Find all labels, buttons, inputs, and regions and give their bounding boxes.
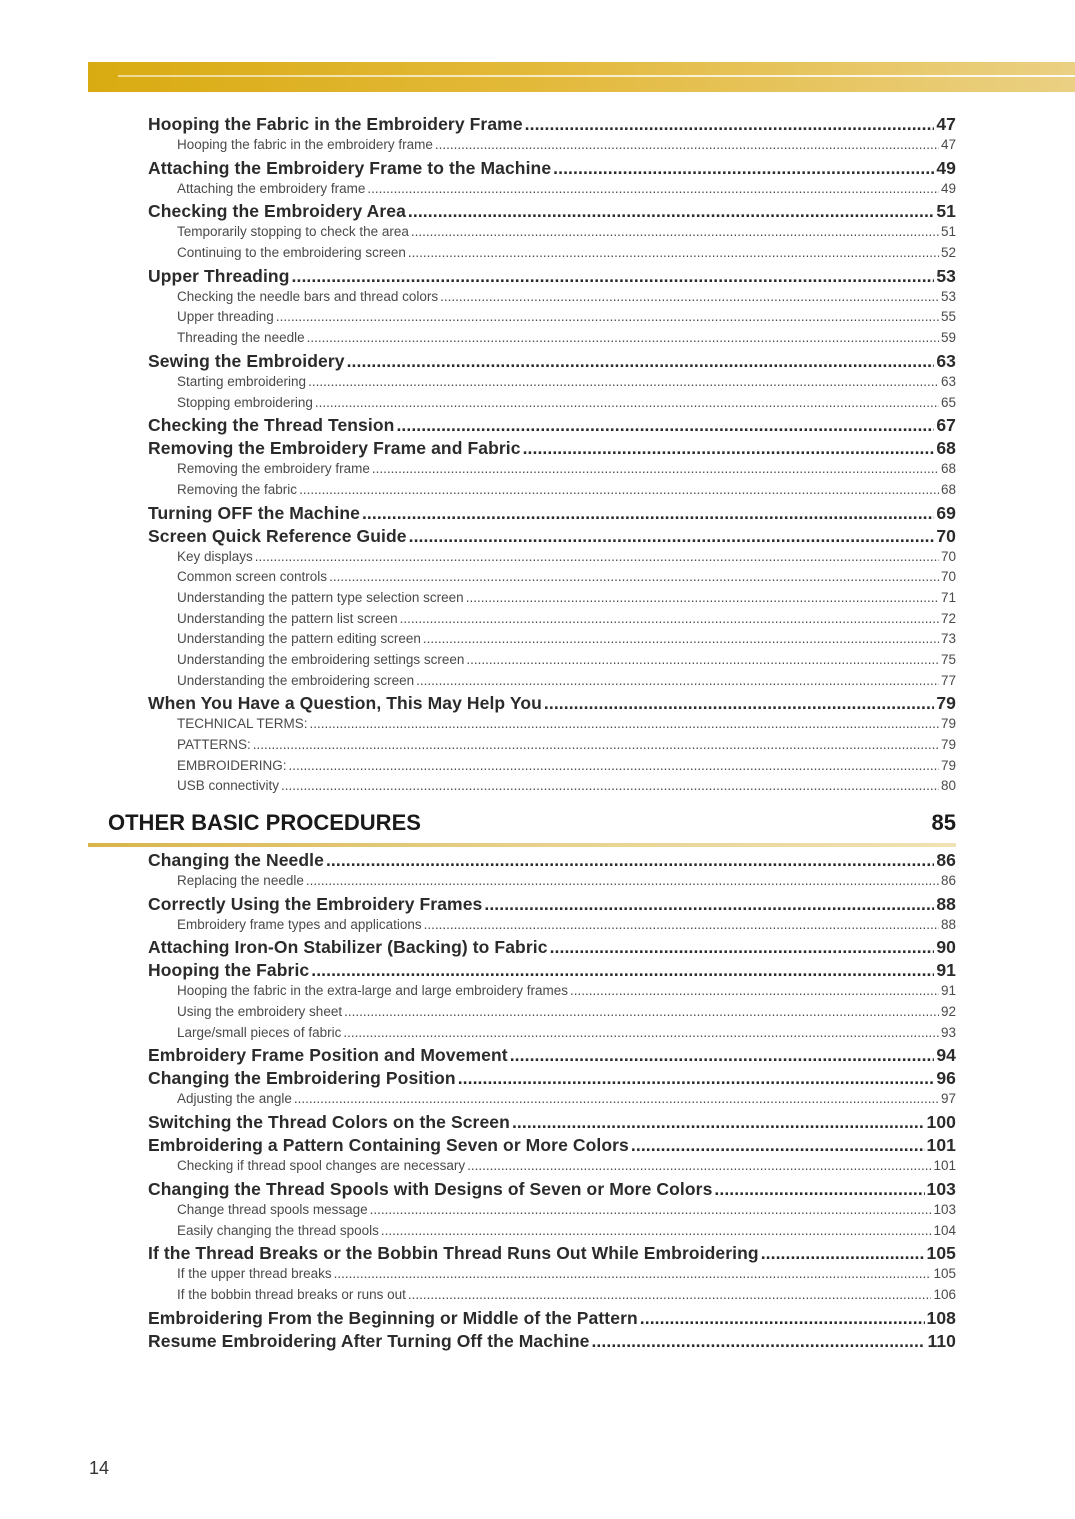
toc-subentry-page: 103 (933, 1201, 956, 1217)
toc-subentry[interactable] (148, 737, 956, 758)
leader-dots (484, 894, 934, 915)
toc-subentry-page: 93 (940, 1024, 956, 1040)
toc-entry-title: Switching the Thread Colors on the Screen (148, 1112, 510, 1133)
leader-dots (525, 114, 935, 135)
toc-entry[interactable] (148, 266, 956, 289)
toc-subentry-title: Understanding the pattern editing screen (177, 631, 421, 647)
toc-entry-page: 108 (926, 1307, 956, 1328)
toc-subentry-title: Large/small pieces of fabric (177, 1024, 342, 1040)
leader-dots (466, 652, 939, 667)
toc-entry-title: Turning OFF the Machine (148, 502, 360, 523)
leader-dots (281, 778, 939, 793)
leader-dots (408, 245, 939, 260)
leader-dots (440, 289, 939, 304)
toc-subentry[interactable] (148, 309, 956, 330)
toc-subentry[interactable] (148, 181, 956, 202)
leader-dots (381, 1223, 932, 1238)
toc-entry[interactable] (148, 438, 956, 461)
leader-dots (343, 1025, 939, 1040)
toc-entry-title: Changing the Embroidering Position (148, 1068, 456, 1089)
toc-entry[interactable] (148, 937, 956, 960)
toc-entry-title: Hooping the Fabric (148, 960, 310, 981)
toc-subentry-title: TECHNICAL TERMS: (177, 716, 308, 732)
toc-subentry-title: Using the embroidery sheet (177, 1004, 343, 1020)
toc-subentry-page: 91 (940, 983, 956, 999)
toc-entry[interactable] (148, 114, 956, 137)
toc-entry-page: 91 (936, 960, 956, 981)
toc-subentry[interactable] (148, 758, 956, 779)
toc-subentry[interactable] (148, 1223, 956, 1244)
toc-subentry-title: Key displays (177, 548, 253, 564)
toc-subentry[interactable] (148, 778, 956, 799)
section-header[interactable] (108, 810, 956, 840)
leader-dots (424, 917, 939, 932)
page-number: 14 (89, 1458, 110, 1478)
toc-subentry[interactable] (148, 330, 956, 351)
toc-subentry-page: 80 (940, 778, 956, 794)
toc-subentry-page: 68 (940, 481, 956, 497)
toc-subentry[interactable] (148, 245, 956, 266)
toc-entry-page: 79 (936, 693, 956, 714)
toc-entry-page: 110 (927, 1330, 956, 1351)
leader-dots (347, 351, 935, 372)
toc-subentry-page: 47 (940, 137, 956, 152)
toc-subentry-title: Understanding the pattern list screen (177, 610, 398, 626)
toc-entry[interactable] (148, 693, 956, 716)
toc-subentry-page: 71 (940, 589, 956, 605)
toc-subentry[interactable] (148, 549, 956, 570)
toc-subentry[interactable] (148, 673, 956, 694)
toc-entry[interactable] (148, 415, 956, 438)
toc-subentry-page: 88 (940, 916, 956, 932)
toc-subentry-title: Continuing to the embroidering screen (177, 245, 406, 261)
toc-subentry-page: 106 (933, 1286, 956, 1302)
toc-entry-title: Embroidering From the Beginning or Middle of the Pattern (148, 1307, 638, 1328)
toc-entry[interactable] (148, 960, 956, 983)
toc-subentry-page: 53 (940, 288, 956, 304)
toc-subentry-page: 79 (940, 716, 956, 732)
toc-subentry-title: Embroidery frame types and applications (177, 916, 422, 932)
toc-subentry-page: 55 (940, 309, 956, 325)
section-header-underline (88, 843, 956, 847)
toc-subentry[interactable] (148, 461, 956, 482)
leader-dots (553, 158, 934, 179)
toc-entry[interactable] (148, 351, 956, 374)
toc-entry-page: 47 (936, 114, 956, 134)
toc-subentry-title: Starting embroidering (177, 373, 307, 389)
toc-subentry[interactable] (148, 611, 956, 632)
toc-entry-title: If the Thread Breaks or the Bobbin Thread Runs Out While Embroidering (148, 1243, 759, 1264)
toc-entry-title: Attaching Iron-On Stabilizer (Backing) to Fabric (148, 937, 548, 958)
toc-subentry-page: 65 (940, 394, 956, 410)
leader-dots (714, 1179, 924, 1200)
toc-subentry-page: 79 (940, 757, 956, 773)
toc-subentry[interactable] (148, 1091, 956, 1112)
toc-entry[interactable] (148, 503, 956, 526)
toc-subentry-page: 101 (933, 1158, 956, 1174)
toc-entry[interactable] (148, 1112, 956, 1135)
toc-subentry-page: 63 (940, 373, 956, 389)
toc-subentry-title: Change thread spools message (177, 1201, 368, 1217)
toc-entry-page: 69 (936, 502, 956, 523)
toc-subentry[interactable] (148, 917, 956, 938)
toc-entry-page: 105 (926, 1243, 956, 1264)
toc-subentry-page: 59 (940, 330, 956, 346)
toc-entry[interactable] (148, 526, 956, 549)
leader-dots (362, 503, 934, 524)
toc-entry[interactable] (148, 1045, 956, 1068)
leader-dots (255, 549, 939, 564)
toc-subentry-page: 104 (933, 1222, 956, 1238)
leader-dots (299, 482, 939, 497)
leader-dots (544, 693, 934, 714)
toc-subentry-title: EMBROIDERING: (177, 757, 287, 773)
toc-entry-title: Hooping the Fabric in the Embroidery Frame (148, 114, 523, 134)
toc-entry[interactable] (148, 158, 956, 181)
toc-list-section-a (148, 114, 956, 799)
leader-dots (408, 1287, 932, 1302)
toc-entry-page: 86 (936, 850, 956, 870)
toc-entry-title: Removing the Embroidery Frame and Fabric (148, 438, 521, 459)
toc-subentry-page: 70 (940, 569, 956, 585)
toc-subentry-page: 77 (940, 672, 956, 688)
toc-subentry[interactable] (148, 1004, 956, 1025)
leader-dots (631, 1135, 925, 1156)
leader-dots (308, 374, 939, 389)
toc-subentry-page: 97 (940, 1091, 956, 1107)
leader-dots (329, 569, 939, 584)
toc-subentry-title: Threading the needle (177, 330, 305, 346)
toc-subentry-page: 68 (940, 461, 956, 477)
toc-subentry[interactable] (148, 137, 956, 158)
toc-subentry-title: Attaching the embroidery frame (177, 180, 366, 196)
leader-dots (550, 937, 935, 958)
toc-entry-page: 67 (936, 415, 956, 436)
toc-subentry-page: 51 (940, 224, 956, 240)
leader-dots (367, 181, 939, 196)
toc-entry-title: Attaching the Embroidery Frame to the Machine (148, 157, 552, 178)
toc-entry-title: Embroidering a Pattern Containing Seven or More Colors (148, 1135, 629, 1156)
toc-subentry[interactable] (148, 1202, 956, 1223)
toc-entry-title: Upper Threading (148, 265, 290, 286)
toc-subentry-page: 86 (940, 873, 956, 888)
toc-subentry-page: 49 (940, 180, 956, 196)
leader-dots (334, 1266, 932, 1281)
leader-dots (310, 716, 939, 731)
toc-entry-page: 103 (926, 1178, 956, 1199)
toc-subentry-title: Understanding the embroidering screen (177, 672, 415, 688)
toc-subentry-page: 105 (933, 1266, 956, 1282)
toc-entry-page: 96 (936, 1068, 956, 1089)
toc-subentry[interactable] (148, 289, 956, 310)
leader-dots (435, 137, 939, 152)
toc-entry-page: 100 (926, 1112, 956, 1133)
toc-entry[interactable] (148, 850, 956, 873)
leader-dots (344, 1004, 939, 1019)
toc-subentry[interactable] (148, 395, 956, 416)
toc-list-section-b (148, 850, 956, 1354)
toc-subentry[interactable] (148, 1287, 956, 1308)
toc-entry-page: 101 (926, 1135, 956, 1156)
header-band-line (118, 75, 1075, 77)
toc-entry-title: Changing the Needle (148, 850, 324, 870)
toc-subentry-title: Hooping the fabric in the extra-large and large embroidery frames (177, 983, 568, 999)
toc-entry-page: 63 (936, 350, 956, 371)
toc-subentry-page: 75 (940, 652, 956, 667)
toc-entry[interactable] (148, 894, 956, 917)
leader-dots (423, 631, 939, 646)
toc-entry[interactable] (148, 1308, 956, 1331)
section-header-page: 85 (931, 810, 956, 835)
toc-entry-page: 49 (936, 157, 956, 178)
toc-subentry[interactable] (148, 1025, 956, 1046)
toc-entry-title: Screen Quick Reference Guide (148, 525, 407, 546)
toc-subentry[interactable] (148, 1158, 956, 1179)
toc-entry[interactable] (148, 201, 956, 224)
toc-subentry[interactable] (148, 374, 956, 395)
leader-dots (761, 1243, 925, 1264)
toc-subentry[interactable] (148, 224, 956, 245)
toc-entry-page: 68 (936, 438, 956, 459)
leader-dots (408, 201, 934, 222)
leader-dots (396, 415, 934, 436)
toc-subentry[interactable] (148, 482, 956, 503)
toc-entry-title: Changing the Thread Spools with Designs of Seven or More Colors (148, 1178, 713, 1199)
leader-dots (294, 1091, 939, 1106)
toc-entry-title: Checking the Embroidery Area (148, 201, 406, 222)
toc-subentry[interactable] (148, 1266, 956, 1287)
toc-entry-title: Embroidery Frame Position and Movement (148, 1045, 508, 1066)
leader-dots (467, 1158, 931, 1173)
leader-dots (570, 983, 939, 998)
toc-subentry[interactable] (148, 873, 956, 894)
toc-entry-page: 70 (936, 525, 956, 546)
leader-dots (640, 1308, 925, 1329)
toc-subentry-page: 72 (940, 610, 956, 626)
toc-subentry-title: Replacing the needle (177, 873, 304, 888)
toc-subentry[interactable] (148, 716, 956, 737)
leader-dots (409, 526, 935, 547)
leader-dots (458, 1068, 935, 1089)
toc-subentry-page: 52 (940, 245, 956, 261)
toc-subentry-page: 70 (940, 548, 956, 564)
toc-entry-page: 90 (936, 937, 956, 958)
toc-entry-title: Resume Embroidering After Turning Off the Machine (148, 1330, 590, 1351)
toc-entry-title: Checking the Thread Tension (148, 415, 395, 436)
leader-dots (591, 1331, 925, 1352)
toc-subentry-title: Removing the embroidery frame (177, 461, 370, 477)
leader-dots (512, 1112, 925, 1133)
leader-dots (372, 461, 939, 476)
toc-subentry-title: If the upper thread breaks (177, 1266, 332, 1282)
leader-dots (292, 266, 935, 287)
toc-entry[interactable] (148, 1068, 956, 1091)
toc-entry-title: When You Have a Question, This May Help You (148, 693, 542, 714)
toc-subentry-title: Easily changing the thread spools (177, 1222, 379, 1238)
toc-subentry[interactable] (148, 569, 956, 590)
toc-entry-title: Sewing the Embroidery (148, 350, 345, 371)
toc-subentry-title: Removing the fabric (177, 481, 298, 497)
leader-dots (311, 960, 934, 981)
toc-subentry-title: Upper threading (177, 309, 274, 325)
toc-entry-page: 53 (936, 265, 956, 286)
section-header-title: OTHER BASIC PROCEDURES (108, 810, 421, 835)
leader-dots (400, 611, 939, 626)
toc-subentry-page: 79 (940, 737, 956, 753)
toc-entry-page: 88 (936, 893, 956, 914)
leader-dots (510, 1045, 935, 1066)
toc-subentry-title: If the bobbin thread breaks or runs out (177, 1286, 406, 1302)
toc-subentry[interactable] (148, 631, 956, 652)
toc-subentry[interactable] (148, 983, 956, 1004)
leader-dots (276, 309, 939, 324)
toc-subentry-title: Understanding the embroidering settings screen (177, 652, 465, 667)
toc-subentry[interactable] (148, 652, 956, 673)
toc-subentry-title: Understanding the pattern type selection screen (177, 589, 464, 605)
leader-dots (466, 590, 939, 605)
leader-dots (326, 850, 934, 871)
leader-dots (370, 1202, 932, 1217)
toc-subentry[interactable] (148, 590, 956, 611)
leader-dots (315, 395, 939, 410)
toc-subentry-title: Stopping embroidering (177, 394, 313, 410)
toc-subentry-title: Adjusting the angle (177, 1091, 292, 1107)
leader-dots (416, 673, 939, 688)
toc-subentry-title: Temporarily stopping to check the area (177, 224, 409, 240)
toc-subentry-title: USB connectivity (177, 778, 280, 794)
toc-subentry-title: Common screen controls (177, 569, 328, 585)
leader-dots (289, 758, 939, 773)
toc-subentry-title: Checking if thread spool changes are necessary (177, 1158, 466, 1174)
toc-entry-title: Correctly Using the Embroidery Frames (148, 893, 483, 914)
leader-dots (523, 438, 935, 459)
toc-subentry-title: Hooping the fabric in the embroidery frame (177, 137, 433, 152)
toc-entry-page: 51 (936, 201, 956, 222)
toc-subentry-title: PATTERNS: (177, 737, 251, 753)
header-color-band (88, 62, 1075, 92)
toc-subentry-title: Checking the needle bars and thread colors (177, 288, 439, 304)
toc-subentry-page: 92 (940, 1004, 956, 1020)
toc-subentry-page: 73 (940, 631, 956, 647)
toc-entry[interactable] (148, 1179, 956, 1202)
leader-dots (253, 737, 939, 752)
leader-dots (411, 224, 939, 239)
toc-entry[interactable] (148, 1135, 956, 1158)
toc-entry[interactable] (148, 1243, 956, 1266)
leader-dots (306, 873, 939, 888)
leader-dots (307, 330, 939, 345)
toc-entry-page: 94 (936, 1045, 956, 1066)
toc-entry[interactable] (148, 1331, 956, 1354)
